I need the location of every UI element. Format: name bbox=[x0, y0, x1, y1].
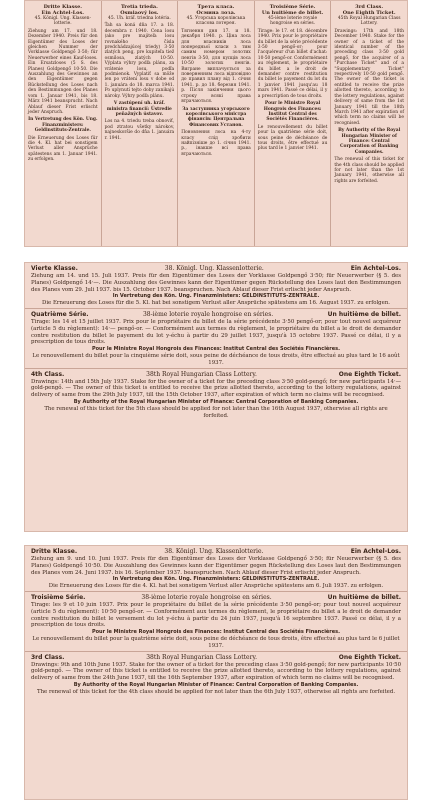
col-lottery-line: 45. Uh. kráľ. triedna lotéria. bbox=[108, 16, 171, 21]
class-label: Quatrième Série. bbox=[31, 310, 89, 318]
section-header bbox=[31, 548, 401, 556]
lottery-title: 38-ième loterie royale hongroise en séries. bbox=[142, 310, 274, 318]
terms-text: Ziehung am 14. und 15. Juli 1937. Preis für den Eigentümer des Loses der Vorklasse Goldpengő 3·50; für Neuerwerber (§ 5. des Planes) Goldpengő 14·—. Die Auszahlung des Gewinnes kann der Eigentümer gegen Rückstellung des Loses laut den Bestimmungen des Planes vom 29. Juli 1937. bis 15. October 1937. beanspruchen. Nach Ablauf dieser Frist erlischt jeder Anspruch. bbox=[31, 273, 401, 293]
renewal-notice: Die Erneuerung des Loses für die 5. Kl. hat bei sonstigem Verlust aller Ansprüche spätestens am 16. August 1937. zu erfolgen. bbox=[42, 300, 390, 307]
english-section bbox=[25, 652, 407, 697]
class-label: Troisième Série. bbox=[31, 593, 86, 601]
col-renewal-text: Le renouvellement du billet pour la quatrième série doit, sous peine de déchéance de tous droits, être effectué au plus tard le 1 janvier 1941. bbox=[257, 124, 328, 152]
col-ticket-heading: Осмина лоза. bbox=[196, 10, 236, 16]
top-col-slovak bbox=[102, 1, 179, 246]
english-section bbox=[25, 369, 407, 421]
col-ticket-heading: One Eighth Ticket. bbox=[342, 10, 396, 16]
col-class-heading: Troisième Série. bbox=[269, 4, 316, 10]
col-renewal-text: Die Erneuerung des Loses für die 4. Kl. hat bei sonstigem Verlust aller Ansprüche spätestens am 1. Januar 1941. zu erfolgen. bbox=[28, 135, 98, 163]
lottery-title: 38th Royal Hungarian Class Lottery. bbox=[146, 653, 257, 661]
section-header bbox=[31, 594, 401, 602]
col-class-heading: 3rd Class. bbox=[355, 4, 384, 10]
col-renewal-text: Los na 4. triedu treba obnoviť, pod ztratou všetky nárokov, najneskoršie do dňa 1. januára r. 1941. bbox=[104, 119, 175, 141]
col-class-heading: Tretia trieda. bbox=[120, 4, 158, 10]
terms-text: Tirage: les 9 et 10 juin 1937. Prix pour le propriétaire du billet de la série précédente 3·50 pengő-or; pour tout nouvel acquéreur (article 5 du règlement): 10·50 pengő-or. — Conformément aux termes du règlement, le propriétaire du billet a le droit de demander contre restitution du billet le versement du lot y-échu à partir du 24 juin 1937, jusqu'à 16 septembre 1937. Passé ce délai, il y a prescription de tous droits. bbox=[31, 601, 401, 629]
top-ticket-sheet bbox=[24, 0, 408, 247]
col-authority-text: In Vertretung des Kön. Ung. Finanzministers: Geldinstituts-Zentrale. bbox=[28, 117, 98, 134]
lottery-title: 38. Königl. Ung. Klassenlotterie. bbox=[164, 548, 264, 555]
ticket-type-label: One Eighth Ticket. bbox=[338, 370, 401, 378]
german-section bbox=[25, 546, 407, 592]
col-class-heading: Трета класа. bbox=[197, 4, 235, 10]
top-col-french bbox=[255, 1, 332, 246]
col-renewal-text: The renewal of this ticket for the 4th class should be applied for not later than the 1st January 1941, otherwise all rights are forfeited. bbox=[334, 157, 404, 184]
ticket-type-label: Ein Achtel-Los. bbox=[350, 265, 401, 272]
class-label: Vierte Klasse. bbox=[31, 265, 78, 272]
terms-text: Tirage: les 14 et 15 juillet 1937. Prix pour le propriétaire du billet de la série précédente 3·50 pengő-or; pour tout nouvel acquéreur (article 5 du règlement): 14·— pengő-or. — Conformément aux termes du règlement, le propriétaire du billet a le droit de demander contre restitution du billet le payement du lot y-échu à partir du 29 juillet 1937, jusqu'à 15 octobre 1937. Passé ce délai, il y a prescription de tous droits. bbox=[31, 318, 401, 346]
lottery-title: 38-ième loterie royale hongroise en séries. bbox=[141, 593, 272, 601]
col-body-text: Tirage: le 17. et 18. décembre 1940. Prix pour le propriétaire du billet de la série précédente 3·50 pengő-or; pour l'acquéreur d'un billet d'achat: 10·50 pengő-or. Conformément au règlement, le propriétaire du billet a le droit de demander contre restitution du billet le payement du lot du 1 janvier 1941 jusqu'au 18 mars 1941. Passé ce délai, il y a prescription de tous droits. bbox=[257, 28, 328, 99]
authority-line: In Vertretung des Kön. Ung. Finanzministers: GELDINSTITUTS-ZENTRALE. bbox=[112, 293, 320, 300]
col-lottery-line: 45th Royal Hungarian Class Lottery. bbox=[337, 16, 401, 27]
col-lottery-line: 45. Königl. Ung. Klassen-lotterie. bbox=[34, 16, 91, 27]
terms-text: Drawings: 14th and 15th July 1937. Stake for the owner of a ticket for the preceding class 3·50 gold-pengő; for new participants 14·— gold-pengő. — The owner of this ticket is entitled to receive the prize allotted thereto, according to the lottery regulations, against delivery of same from the 29th July 1937, till the 15th October 1937, after expiration of which term no claims will be recognised. bbox=[31, 378, 401, 399]
renewal-notice: The renewal of this ticket for the 4th class should be applied for not later than the 6th July 1937, otherwise all rights are forfeited. bbox=[36, 688, 396, 695]
authority-line: Pour le Ministre Royal Hongrois des Finances: Institut Central des Sociétés Financières. bbox=[91, 629, 341, 636]
french-section bbox=[25, 309, 407, 369]
ticket-type-label: Ein Achtel-Los. bbox=[350, 548, 401, 555]
col-authority-text: Pour le Ministre Royal Hongrois des Finances: Institut Central des Sociétés Financières. bbox=[263, 101, 322, 123]
lottery-title: 38. Königl. Ung. Klassenlotterie. bbox=[164, 265, 264, 272]
col-authority-text: By Authority of the Royal Hungarian Minister of Finance: Central Corporation of Banking Companies. bbox=[338, 128, 401, 155]
ticket-type-label: One Eighth Ticket. bbox=[338, 653, 401, 661]
french-section bbox=[25, 592, 407, 652]
lottery-title: 38th Royal Hungarian Class Lottery. bbox=[146, 370, 257, 378]
col-renewal-text: Поновлення лоса на 4-ту класу слід зробити найпізніше до 1. січня 1941. р., інакше всі права втрачаються. bbox=[181, 130, 251, 157]
renewal-notice: The renewal of this ticket for the 5th class should be applied for not later than the 16th August 1937, otherwise all rights are forfeited. bbox=[44, 405, 388, 419]
col-ticket-heading: Ein Achtel-Los. bbox=[41, 10, 85, 16]
col-body-text: Ziehung am 17. und 18. Dezember 1940. Preis für den Eigentümer des Loses der gleichen Nummer der Vorklasse Goldpengő 3·50; für Neuerwerber eines Kauf-loses. Ein Ersatzloses (5 S. des Planes) Goldpengő 10·50. Die Auszahlung des Gewinnes an den Eigentümer gegen Rückstellung des Loses nach den Bestimmungen des Planes vom 1. Januar 1941, bis 18. März 1941 beansprucht. Nach Ablauf dieser Frist erlischt jeder Anspruch. bbox=[28, 28, 98, 115]
terms-text: Drawings: 9th and 10th June 1937. Stake for the owner of a ticket for the preceding class 3·50 gold-pengő; for new participants 10·50 gold-pengő. — The owner of this ticket is entitled to receive the prize allotted thereto, according to the lottery regulations, against delivery of same from the 24th June 1937, till the 16th September 1937, after expiration of which term no claims will be recognised. bbox=[31, 661, 401, 682]
col-authority-text: V zastúpení uh. kráľ. ministra financií: Ústredie peňažných ústavov. bbox=[106, 101, 172, 117]
col-class-heading: Dritte Klasse. bbox=[43, 4, 83, 10]
col-body-text: Drawings: 17th and 18th December 1940. Stake for the owner of a ticket of the identical number of the preceding class 3·50 gold pengő, for the acquirer of a "Purchase Ticket" and of a "Supplementary Ticket" respectively 10·50 gold pengő. The owner of the ticket is entitled to receive the prize allotted thereto, according to the lottery regulations, against delivery of same from the 1st January 1941 till the 18th March 1941 after expiration of which term no claims will be recognised. bbox=[334, 28, 404, 126]
col-lottery-line: 45-ième loterie royale hongroise en séries. bbox=[268, 16, 318, 27]
section-header bbox=[31, 654, 401, 662]
class-label: 4th Class. bbox=[31, 370, 65, 378]
german-section bbox=[25, 263, 407, 309]
top-col-english bbox=[331, 1, 407, 246]
col-ticket-heading: Osmiaový los. bbox=[120, 10, 159, 16]
renewal-notice: Le renouvellement du billet pour la quatrième série doit, sous peine de déchéance de tous droits, être effectué au plus tard le 6 juillet 1937. bbox=[32, 635, 400, 649]
col-body-text: Тягнення дня 17. и 18. декабря 1940. р. Ціна лоса для власників лоса попередньої класи з тим самим номером золотих пенгів 3·50, для купців лоса 10·50 золотих пенгів. Вигране виплачується за поверненням лоса відповідно до правил плану від 1. січня 1941. р. до 18. березня 1941. р. Після закінчення цього строку всякі права втрачаються. bbox=[181, 28, 251, 105]
bottom-ticket-sheet bbox=[24, 545, 408, 800]
section-header bbox=[31, 311, 401, 319]
authority-line: Pour le Ministre Royal Hongrois des Finances: Institut Central des Sociétés Financières. bbox=[91, 346, 341, 353]
class-label: 3rd Class. bbox=[31, 653, 65, 661]
section-header bbox=[31, 265, 401, 273]
col-authority-text: За заступника угорського королівського міністра фінансів: Центральна Фінансових Установ. bbox=[182, 106, 250, 128]
ticket-type-label: Un huitième de billet. bbox=[327, 593, 401, 601]
renewal-notice: Le renouvellement du billet pour la cinquième série doit, sous peine de déchéance de tous droits, être effectué au plus tard le 16 août 1937. bbox=[32, 352, 400, 366]
class-label: Dritte Klasse. bbox=[31, 548, 78, 555]
col-lottery-line: 45. Угорська королівська класова лотерея. bbox=[186, 16, 246, 27]
authority-line: By Authority of the Royal Hungarian Minister of Finance: Central Corporation of Banking Companies. bbox=[73, 398, 359, 405]
col-body-text: Ťah sa koná dňa 17. a 18. decembra r. 1940. Cena losu (ako pre majiteľa losu rovnakého čísla predchádzajúcej triedy) 3·50 zlatých peng, pre kupiteľa tiež osmilosa, zlatých 10·50. Výplata výhry podľa plánu, za vrátenie losu, podľa podmienok. Vyplatiť sa môže len po vrátení losu v dobe od 1. januára do 18. marca 1941. Po uplynutí tejto doby zanikajú nároky. Výhry podľa plánu. bbox=[104, 23, 175, 99]
section-header bbox=[31, 371, 401, 379]
top-col-german bbox=[25, 1, 102, 246]
renewal-notice: Die Erneuerung des Loses für die 4. Kl. hat bei sonstigem Verlust aller Ansprüche spätestens am 6. Juli 1937. zu erfolgen. bbox=[48, 583, 384, 590]
authority-line: In Vertretung des Kön. Ung. Finanzministers: GELDINSTITUTS-ZENTRALE. bbox=[112, 576, 320, 583]
authority-line: By Authority of the Royal Hungarian Minister of Finance: Central Corporation of Banking Companies. bbox=[73, 681, 359, 688]
top-col-ruthenian bbox=[178, 1, 255, 246]
ticket-type-label: Un huitième de billet. bbox=[327, 310, 401, 318]
middle-ticket-sheet bbox=[24, 262, 408, 532]
terms-text: Ziehung am 9. und 10. Juni 1937. Preis für den Eigentümer des Loses der Vorklasse Goldpengő 3·50; für Neuerwerber (§ 5. des Planes) Goldpengő 10·50. Die Auszahlung des Gewinnes kann der Eigentümer gegen Rückstellung des Loses laut den Bestimmungen des Planes vom 24. Juni 1937. bis 16. September 1937. beanspruchen. Nach Ablauf dieser Frist erlischt jeder Anspruch. bbox=[31, 556, 401, 576]
col-ticket-heading: Un huitième de billet. bbox=[261, 10, 324, 16]
